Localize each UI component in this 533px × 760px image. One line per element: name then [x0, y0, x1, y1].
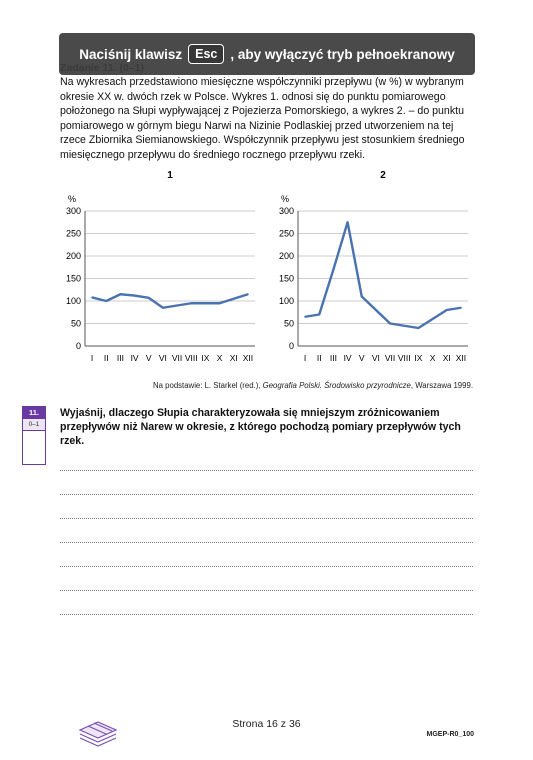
y-tick-label: 50 — [283, 318, 294, 329]
y-tick-label: 100 — [278, 296, 294, 306]
series-line — [305, 222, 461, 328]
x-tick-label: XI — [229, 353, 238, 363]
source-suffix: , Warszawa 1999. — [410, 381, 473, 390]
y-tick-label: 200 — [65, 251, 81, 261]
y-tick-label: 150 — [278, 273, 294, 284]
x-tick-label: XII — [242, 353, 254, 363]
chart-title: 2 — [380, 170, 386, 181]
esc-key-badge: Esc — [188, 44, 224, 64]
x-tick-label: VIII — [397, 353, 411, 363]
source-prefix: Na podstawie: L. Starkel (red.), — [153, 381, 263, 390]
fullscreen-notice-text-before: Naciśnij klawisz — [79, 46, 183, 62]
x-tick-label: III — [116, 353, 124, 363]
data-point — [446, 309, 448, 311]
answer-line[interactable] — [60, 519, 473, 543]
data-point — [375, 309, 377, 311]
y-axis-label: % — [281, 194, 290, 204]
data-point — [176, 305, 178, 307]
x-tick-label: V — [358, 353, 365, 363]
data-point — [190, 302, 192, 304]
data-point — [233, 298, 235, 300]
page-number: Strona 16 z 36 — [232, 718, 301, 730]
data-point — [333, 269, 335, 271]
data-point — [318, 314, 320, 316]
source-book: Geografia Polski. Środowisko przyrodnicze — [262, 381, 411, 390]
data-point — [148, 297, 150, 299]
data-point — [162, 307, 164, 309]
x-tick-label: III — [329, 353, 337, 363]
data-point — [304, 316, 306, 318]
chart-2 — [268, 165, 478, 370]
x-tick-label: I — [303, 353, 307, 363]
cke-logo-icon — [76, 712, 120, 748]
y-tick-label: 0 — [75, 341, 81, 351]
y-tick-label: 300 — [278, 206, 294, 216]
data-point — [418, 327, 420, 329]
data-point — [432, 318, 434, 320]
x-tick-label: X — [429, 353, 436, 363]
fullscreen-notice-text-after: , aby wyłączyć tryb pełnoekranowy — [230, 46, 455, 62]
chart-2-svg — [268, 165, 478, 370]
x-tick-label: XI — [442, 353, 451, 363]
data-point — [347, 221, 349, 223]
data-point — [361, 296, 363, 298]
answer-line[interactable] — [60, 591, 473, 615]
y-tick-label: 250 — [278, 228, 294, 239]
y-tick-label: 50 — [70, 318, 81, 329]
y-tick-label: 200 — [278, 251, 294, 261]
x-tick-label: XII — [455, 353, 467, 363]
question-number: 11. — [23, 407, 45, 419]
x-tick-label: IV — [130, 353, 139, 363]
x-tick-label: II — [103, 353, 109, 363]
x-tick-label: V — [145, 353, 152, 363]
answer-line[interactable] — [60, 543, 473, 567]
question-number-box — [22, 406, 46, 465]
data-point — [105, 300, 107, 302]
data-point — [134, 295, 136, 297]
x-tick-label: IV — [343, 353, 352, 363]
x-tick-label: VI — [371, 353, 380, 363]
y-tick-label: 150 — [65, 273, 81, 284]
question-points: 0–1 — [23, 419, 45, 431]
x-tick-label: II — [316, 353, 322, 363]
answer-line[interactable] — [60, 567, 473, 591]
chart-title: 1 — [167, 170, 173, 181]
answer-line[interactable] — [60, 447, 473, 471]
x-tick-label: IX — [201, 353, 210, 363]
x-tick-label: VI — [158, 353, 167, 363]
data-point — [389, 323, 391, 325]
data-point — [219, 302, 221, 304]
y-tick-label: 250 — [65, 228, 81, 239]
answer-area[interactable] — [60, 447, 473, 615]
x-tick-label: I — [90, 353, 94, 363]
x-tick-label: IX — [414, 353, 423, 363]
document-code: MGEP-R0_100 — [426, 731, 474, 738]
task-intro: Na wykresach przedstawiono miesięczne współczynniki przepływu (w %) w wybranym okresie XX w. dwóch rzek w Polsce. Wykres 1. odnosi się do punktu pomiarowego położonego na Słupi wypływającej z Pojezierza Pomorskiego, a wykres 2. – do punktu pomiarowego w górnym biegu Narwi na Nizinie Podlaskiej przed utworzeniem na tej rzece Zbiornika Siemianowskiego. Współczynnik przepływu jest stosunkiem średniego miesięcznego przepływu do średniego rocznego przepływu rzeki. — [60, 76, 465, 161]
x-tick-label: VII — [384, 353, 396, 363]
y-tick-label: 300 — [65, 206, 81, 216]
x-tick-label: VIII — [184, 353, 198, 363]
answer-line[interactable] — [60, 495, 473, 519]
x-tick-label: VII — [171, 353, 183, 363]
data-point — [120, 293, 122, 295]
data-point — [403, 325, 405, 327]
fullscreen-notice[interactable] — [59, 33, 475, 75]
data-point — [247, 293, 249, 295]
data-point — [91, 297, 93, 299]
x-tick-label: X — [216, 353, 223, 363]
y-axis-label: % — [68, 194, 77, 204]
y-tick-label: 0 — [288, 341, 294, 351]
answer-line[interactable] — [60, 471, 473, 495]
question-text: Wyjaśnij, dlaczego Słupia charakteryzowała się mniejszym zróżnicowaniem przepływów niż Narew w okresie, z którego pochodzą pomiary przepływów tych rzek. — [60, 407, 461, 447]
data-point — [460, 307, 462, 309]
data-point — [205, 302, 207, 304]
chart-1 — [55, 165, 265, 370]
source-note — [60, 381, 473, 390]
y-tick-label: 100 — [65, 296, 81, 306]
chart-1-svg — [55, 165, 265, 370]
